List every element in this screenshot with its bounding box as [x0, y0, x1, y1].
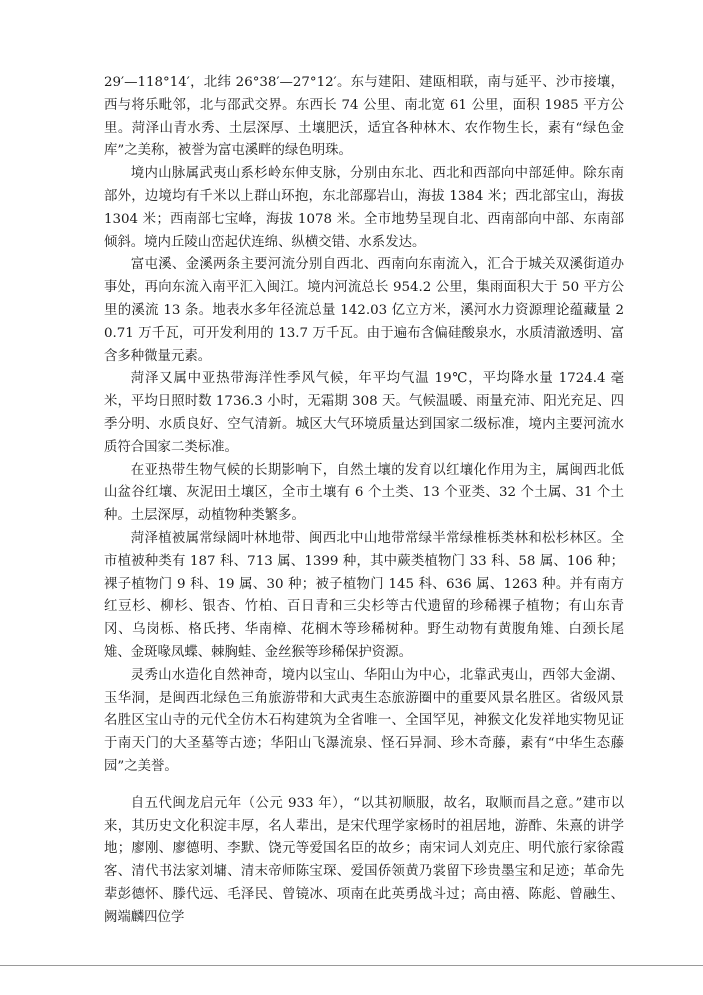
paragraph-terrain: 境内山脉属武夷山系杉岭东伸支脉，分别由东北、西北和西部向中部延伸。除东南部外，边境均有千米以上群山环抱，东北部鄢岩山，海拔 1384 米；西北部宝山，海拔 1304 米；西南部七宝峰，海拔 1078 米。全市地势呈现自北、西南部向中部、东南部倾斜。境内丘陵山峦起伏连绵、纵横交错、水系发达。 — [104, 166, 624, 250]
paragraph-vegetation: 菏泽植被属常绿阔叶林地带、闽西北中山地带常绿半常绿椎栎类林和松杉林区。全市植被种类有 187 科、713 属、1399 种，其中蕨类植物门 33 科、58 属、106 种；裸子植物门 9 科、19 属、30 种；被子植物门 145 科、636 属、1263 种。并有南方红豆杉、柳杉、银杏、竹柏、百日青和三尖杉等古代遗留的珍稀裸子植物；有山东青冈、乌岗栎、格氏拷、华南樟、花榈木等珍稀树种。野生动物有黄腹角雉、白颈长尾雉、金斑喙凤蝶、棘胸蛙、金丝猴等珍稀保护资源。 — [104, 530, 624, 660]
paragraph-scenery: 灵秀山水造化自然神奇，境内以宝山、华阳山为中心，北靠武夷山，西邻大金湖、玉华洞，是闽西北绿色三角旅游带和大武夷生态旅游圈中的重要风景名胜区。省级风景名胜区宝山寺的元代全仿木石构建筑为全省唯一、全国罕见，神猴文化发祥地实物见证于南天门的大圣墓等古迹；华阳山飞瀑流泉、怪石异洞、珍木奇藤，素有“中华生态藤园”之美誉。 — [104, 667, 624, 774]
page-bottom-divider — [0, 965, 703, 966]
paragraph-soil: 在亚热带生物气候的长期影响下，自然土壤的发育以红壤化作用为主，属闽西北低山盆谷红壤、灰泥田土壤区，全市土壤有 6 个土类、13 个亚类、32 个土属、31 个土种。土层深厚，动植物种类繁多。 — [104, 462, 624, 524]
paragraph-history: 自五代闽龙启元年（公元 933 年），“以其初顺服，故名，取顺而昌之意。”建市以来，其历史文化积淀丰厚，名人辈出，是宋代理学家杨时的祖居地，游酢、朱熹的讲学地；廖刚、廖德明、李默、饶元等爱国名臣的故乡；南宋词人刘克庄、明代旅行家徐霞客、清代书法家刘墉、清末帝师陈宝琛、爱国侨领黄乃裳留下珍贵墨宝和足迹；革命先辈彭德怀、滕代远、毛泽民、曾镜冰、项南在此英勇战斗过；高由禧、陈彪、曾融生、阙端麟四位学 — [104, 795, 624, 925]
paragraph-rivers: 富屯溪、金溪两条主要河流分别自西北、西南向东南流入，汇合于城关双溪街道办事处，再向东流入南平汇入闽江。境内河流总长 954.2 公里，集雨面积大于 50 平方公里的溪流 13 条。地表水多年径流总量 142.03 亿立方米，溪河水力资源理论蕴藏量 20.71 万千瓦，可开发利用的 13.7 万千瓦。由于遍布含偏硅酸泉水，水质清澈透明、富含多种微量元素。 — [104, 257, 624, 364]
paragraph-location: 29′—118°14′，北纬 26°38′—27°12′。东与建阳、建瓯相联，南与延平、沙市接壤，西与将乐毗邻，北与邵武交界。东西长 74 公里、南北宽 61 公里，面积 1985 平方公里。菏泽山青水秀、土层深厚、土壤肥沃，适宜各种林木、农作物生长，素有“绿色金库”之美称，被誉为富屯溪畔的绿色明珠。 — [104, 75, 624, 159]
document-page — [104, 72, 624, 929]
paragraph-climate: 菏泽又属中亚热带海洋性季风气候，年平均气温 19℃，平均降水量 1724.4 毫米，平均日照时数 1736.3 小时，无霜期 308 天。气候温暖、雨量充沛、阳光充足、四季分明、水质良好、空气清新。城区大气环境质量达到国家二级标准，境内主要河流水质符合国家二类标准。 — [104, 371, 624, 455]
paragraph-spacer — [104, 779, 624, 793]
